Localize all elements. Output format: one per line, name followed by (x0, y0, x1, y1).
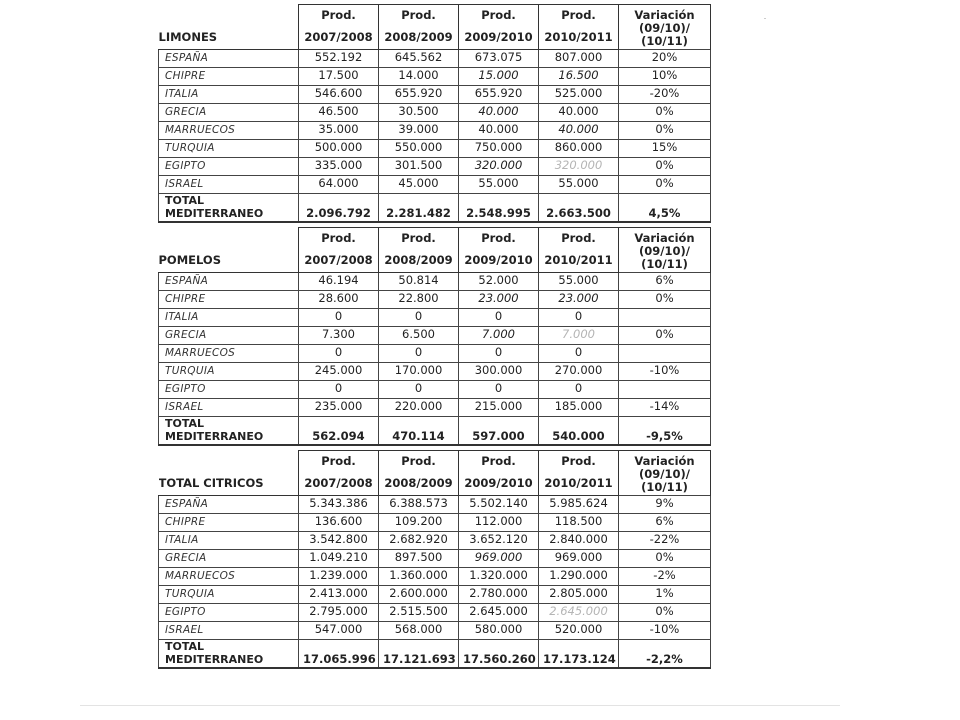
total-variation: -9,5% (619, 416, 711, 445)
value-cell: 5.502.140 (459, 495, 539, 513)
value-cell: 109.200 (379, 513, 459, 531)
value-cell: 5.985.624 (539, 495, 619, 513)
total-value: 2.663.500 (539, 193, 619, 222)
country-name: ITALIA (159, 308, 299, 326)
value-cell: 320.000 (459, 157, 539, 175)
value-cell: 860.000 (539, 139, 619, 157)
value-cell: 500.000 (299, 139, 379, 157)
year-header: 2008/2009 (379, 250, 459, 272)
variation-cell (619, 308, 711, 326)
variation-cell: -20% (619, 85, 711, 103)
value-cell: 645.562 (379, 49, 459, 67)
value-cell: 22.800 (379, 290, 459, 308)
variation-header: Variación (09/10)/ (10/11) (619, 228, 711, 273)
value-cell: 750.000 (459, 139, 539, 157)
prod-label: Prod. (459, 451, 539, 473)
prod-label: Prod. (299, 451, 379, 473)
value-cell: 1.049.210 (299, 549, 379, 567)
variation-cell: -10% (619, 362, 711, 380)
value-cell: 118.500 (539, 513, 619, 531)
table-row (159, 121, 711, 139)
value-cell: 0 (299, 380, 379, 398)
variation-cell: 1% (619, 585, 711, 603)
value-cell: 46.500 (299, 103, 379, 121)
value-cell: 2.682.920 (379, 531, 459, 549)
country-name: ITALIA (159, 531, 299, 549)
table-row (159, 67, 711, 85)
country-name: ESPAÑA (159, 495, 299, 513)
table-total-citricos (158, 450, 710, 669)
variation-cell: 0% (619, 290, 711, 308)
year-header: 2010/2011 (539, 27, 619, 49)
value-cell: 568.000 (379, 621, 459, 639)
total-value: 2.096.792 (299, 193, 379, 222)
value-cell: 0 (379, 308, 459, 326)
total-value: 17.121.693 (379, 639, 459, 668)
scan-speck (764, 18, 766, 19)
page-divider (80, 705, 840, 706)
total-value: 17.065.996 (299, 639, 379, 668)
country-name: TURQUIA (159, 139, 299, 157)
variation-cell: 20% (619, 49, 711, 67)
table-row (159, 495, 711, 513)
value-cell: 23.000 (539, 290, 619, 308)
value-cell: 300.000 (459, 362, 539, 380)
country-name: CHIPRE (159, 290, 299, 308)
value-cell: 1.360.000 (379, 567, 459, 585)
country-name: EGIPTO (159, 380, 299, 398)
total-value: 17.173.124 (539, 639, 619, 668)
table-row (159, 326, 711, 344)
value-cell: 7.000 (539, 326, 619, 344)
year-header: 2009/2010 (459, 27, 539, 49)
year-header: 2008/2009 (379, 473, 459, 495)
value-cell: 55.000 (539, 175, 619, 193)
variation-cell: 0% (619, 157, 711, 175)
year-header: 2009/2010 (459, 250, 539, 272)
value-cell: 0 (539, 344, 619, 362)
total-value: 2.281.482 (379, 193, 459, 222)
value-cell: 0 (459, 380, 539, 398)
table-row (159, 157, 711, 175)
total-value: 17.560.260 (459, 639, 539, 668)
value-cell: 6.388.573 (379, 495, 459, 513)
value-cell: 52.000 (459, 272, 539, 290)
prod-label: Prod. (539, 5, 619, 27)
value-cell: 525.000 (539, 85, 619, 103)
value-cell: 46.194 (299, 272, 379, 290)
value-cell: 16.500 (539, 67, 619, 85)
year-header: 2010/2011 (539, 250, 619, 272)
value-cell: 17.500 (299, 67, 379, 85)
prod-label: Prod. (379, 5, 459, 27)
value-cell: 6.500 (379, 326, 459, 344)
variation-cell (619, 344, 711, 362)
value-cell: 0 (379, 344, 459, 362)
prod-label: Prod. (459, 5, 539, 27)
value-cell: 0 (539, 380, 619, 398)
total-value: 2.548.995 (459, 193, 539, 222)
country-name: TURQUIA (159, 585, 299, 603)
variation-cell: 6% (619, 272, 711, 290)
country-name: EGIPTO (159, 157, 299, 175)
value-cell: 2.645.000 (539, 603, 619, 621)
country-name: GRECIA (159, 549, 299, 567)
value-cell: 35.000 (299, 121, 379, 139)
value-cell: 50.814 (379, 272, 459, 290)
value-cell: 1.239.000 (299, 567, 379, 585)
variation-cell: 0% (619, 326, 711, 344)
total-value: 562.094 (299, 416, 379, 445)
variation-header: Variación (09/10)/ (10/11) (619, 5, 711, 50)
country-name: MARRUECOS (159, 344, 299, 362)
value-cell: 320.000 (539, 157, 619, 175)
value-cell: 64.000 (299, 175, 379, 193)
country-name: ESPAÑA (159, 272, 299, 290)
value-cell: 39.000 (379, 121, 459, 139)
value-cell: 550.000 (379, 139, 459, 157)
value-cell: 969.000 (539, 549, 619, 567)
total-label: TOTAL MEDITERRANEO (159, 416, 299, 445)
value-cell: 55.000 (539, 272, 619, 290)
value-cell: 0 (299, 344, 379, 362)
total-value: 540.000 (539, 416, 619, 445)
total-variation: 4,5% (619, 193, 711, 222)
variation-cell: 0% (619, 121, 711, 139)
table-row (159, 290, 711, 308)
value-cell: 40.000 (459, 121, 539, 139)
table-row (159, 621, 711, 639)
table-row (159, 85, 711, 103)
table-pomelos (158, 227, 710, 446)
total-variation: -2,2% (619, 639, 711, 668)
value-cell: 673.075 (459, 49, 539, 67)
value-cell: 552.192 (299, 49, 379, 67)
value-cell: 14.000 (379, 67, 459, 85)
year-header: 2010/2011 (539, 473, 619, 495)
table-limones (158, 4, 710, 223)
value-cell: 520.000 (539, 621, 619, 639)
total-label: TOTAL MEDITERRANEO (159, 639, 299, 668)
year-header: 2007/2008 (299, 473, 379, 495)
value-cell: 1.290.000 (539, 567, 619, 585)
value-cell: 897.500 (379, 549, 459, 567)
variation-header: Variación (09/10)/ (10/11) (619, 451, 711, 496)
prod-label: Prod. (379, 228, 459, 250)
total-row (159, 639, 711, 668)
variation-cell: 15% (619, 139, 711, 157)
variation-cell: -10% (619, 621, 711, 639)
variation-cell: 10% (619, 67, 711, 85)
country-name: CHIPRE (159, 513, 299, 531)
table-row (159, 272, 711, 290)
value-cell: 546.600 (299, 85, 379, 103)
section-title: LIMONES (159, 27, 299, 49)
value-cell: 2.515.500 (379, 603, 459, 621)
prod-label: Prod. (539, 451, 619, 473)
value-cell: 0 (379, 380, 459, 398)
value-cell: 655.920 (379, 85, 459, 103)
variation-cell: -22% (619, 531, 711, 549)
value-cell: 3.652.120 (459, 531, 539, 549)
value-cell: 28.600 (299, 290, 379, 308)
value-cell: 2.413.000 (299, 585, 379, 603)
total-row (159, 416, 711, 445)
country-name: ISRAEL (159, 398, 299, 416)
year-header: 2009/2010 (459, 473, 539, 495)
value-cell: 170.000 (379, 362, 459, 380)
value-cell: 335.000 (299, 157, 379, 175)
year-header: 2007/2008 (299, 27, 379, 49)
table-row (159, 513, 711, 531)
value-cell: 55.000 (459, 175, 539, 193)
prod-label: Prod. (299, 5, 379, 27)
value-cell: 969.000 (459, 549, 539, 567)
variation-cell: 9% (619, 495, 711, 513)
year-header: 2008/2009 (379, 27, 459, 49)
value-cell: 270.000 (539, 362, 619, 380)
table-row (159, 585, 711, 603)
total-row (159, 193, 711, 222)
table-row (159, 139, 711, 157)
country-name: ISRAEL (159, 175, 299, 193)
variation-cell (619, 380, 711, 398)
table-row (159, 549, 711, 567)
table-row (159, 380, 711, 398)
value-cell: 40.000 (539, 103, 619, 121)
prod-label: Prod. (539, 228, 619, 250)
value-cell: 2.780.000 (459, 585, 539, 603)
value-cell: 30.500 (379, 103, 459, 121)
value-cell: 0 (539, 308, 619, 326)
value-cell: 547.000 (299, 621, 379, 639)
variation-cell: 0% (619, 549, 711, 567)
section-title: TOTAL CITRICOS (159, 473, 299, 495)
country-name: EGIPTO (159, 603, 299, 621)
value-cell: 23.000 (459, 290, 539, 308)
value-cell: 7.000 (459, 326, 539, 344)
country-name: GRECIA (159, 103, 299, 121)
table-row (159, 567, 711, 585)
country-name: MARRUECOS (159, 567, 299, 585)
value-cell: 40.000 (539, 121, 619, 139)
value-cell: 215.000 (459, 398, 539, 416)
variation-cell: -2% (619, 567, 711, 585)
variation-cell: 6% (619, 513, 711, 531)
table-row (159, 531, 711, 549)
value-cell: 0 (299, 308, 379, 326)
prod-label: Prod. (459, 228, 539, 250)
country-name: ITALIA (159, 85, 299, 103)
value-cell: 45.000 (379, 175, 459, 193)
value-cell: 112.000 (459, 513, 539, 531)
variation-cell: 0% (619, 175, 711, 193)
country-name: ISRAEL (159, 621, 299, 639)
table-row (159, 103, 711, 121)
country-name: GRECIA (159, 326, 299, 344)
value-cell: 2.795.000 (299, 603, 379, 621)
country-name: CHIPRE (159, 67, 299, 85)
value-cell: 2.600.000 (379, 585, 459, 603)
value-cell: 245.000 (299, 362, 379, 380)
variation-cell: 0% (619, 103, 711, 121)
country-name: MARRUECOS (159, 121, 299, 139)
country-name: TURQUIA (159, 362, 299, 380)
value-cell: 1.320.000 (459, 567, 539, 585)
table-row (159, 344, 711, 362)
country-name: ESPAÑA (159, 49, 299, 67)
value-cell: 2.840.000 (539, 531, 619, 549)
value-cell: 5.343.386 (299, 495, 379, 513)
table-row (159, 175, 711, 193)
table-row (159, 398, 711, 416)
table-row (159, 308, 711, 326)
value-cell: 0 (459, 344, 539, 362)
value-cell: 807.000 (539, 49, 619, 67)
value-cell: 185.000 (539, 398, 619, 416)
value-cell: 301.500 (379, 157, 459, 175)
value-cell: 655.920 (459, 85, 539, 103)
total-value: 597.000 (459, 416, 539, 445)
variation-cell: 0% (619, 603, 711, 621)
value-cell: 7.300 (299, 326, 379, 344)
value-cell: 15.000 (459, 67, 539, 85)
value-cell: 2.805.000 (539, 585, 619, 603)
section-title: POMELOS (159, 250, 299, 272)
table-row (159, 362, 711, 380)
value-cell: 136.600 (299, 513, 379, 531)
year-header: 2007/2008 (299, 250, 379, 272)
total-label: TOTAL MEDITERRANEO (159, 193, 299, 222)
value-cell: 40.000 (459, 103, 539, 121)
prod-label: Prod. (379, 451, 459, 473)
value-cell: 3.542.800 (299, 531, 379, 549)
prod-label: Prod. (299, 228, 379, 250)
table-row (159, 603, 711, 621)
value-cell: 235.000 (299, 398, 379, 416)
value-cell: 580.000 (459, 621, 539, 639)
value-cell: 220.000 (379, 398, 459, 416)
table-row (159, 49, 711, 67)
value-cell: 2.645.000 (459, 603, 539, 621)
value-cell: 0 (459, 308, 539, 326)
variation-cell: -14% (619, 398, 711, 416)
total-value: 470.114 (379, 416, 459, 445)
